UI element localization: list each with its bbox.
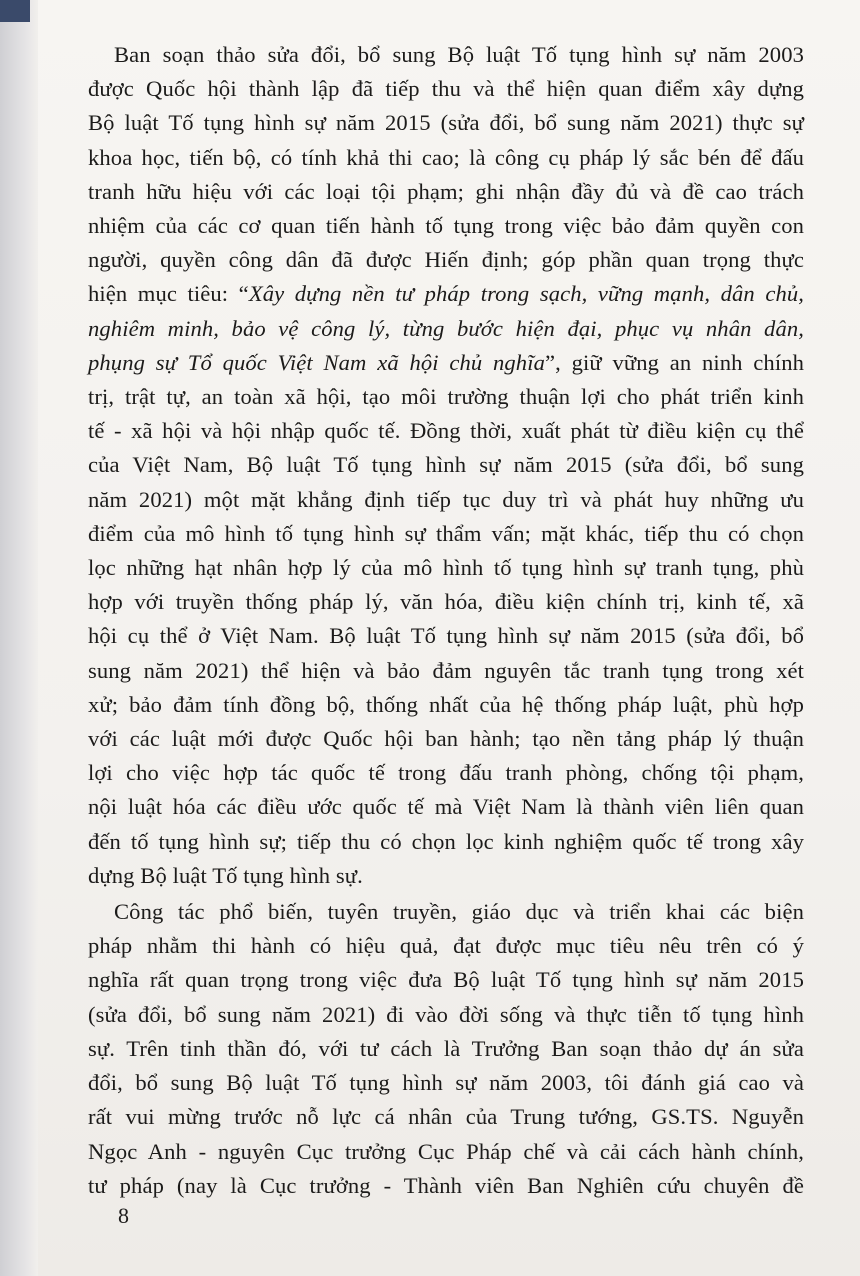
text-line: lọc những hạt nhân hợp lý của mô hình tố tụng hình sự tranh tụng, phù [88,555,804,581]
page-number: 8 [118,1203,129,1228]
text-line: đổi, bổ sung Bộ luật Tố tụng hình sự năm 2003, tôi đánh giá cao và [88,1070,804,1096]
text-line: rất vui mừng trước nỗ lực cá nhân của Trung tướng, GS.TS. Nguyễn [88,1104,804,1130]
text-line: Ban soạn thảo sửa đổi, bổ sung Bộ luật Tố tụng hình sự năm 2003 [114,42,804,67]
text-line: của Việt Nam, Bộ luật Tố tụng hình sự năm 2015 (sửa đổi, bổ sung [88,452,804,478]
text-line: sự. Trên tinh thần đó, với tư cách là Trưởng Ban soạn thảo dự án sửa [88,1035,804,1061]
text-line: nhiệm của các cơ quan tiến hành tố tụng trong việc bảo đảm quyền con [88,213,804,239]
text-fragment: hiện mục tiêu: “ [88,281,249,307]
text-line: xử; bảo đảm tính đồng bộ, thống nhất của hệ thống pháp luật, phù hợp [88,691,804,717]
book-spine-edge [0,0,38,1276]
text-line: Công tác phổ biến, tuyên truyền, giáo dục và triển khai các biện [114,899,804,925]
text-line: tư pháp (nay là Cục trưởng - Thành viên Ban Nghiên cứu chuyên đề [88,1172,804,1198]
text-line [88,312,804,346]
text-fragment: ”, giữ vững an ninh chính [544,349,804,375]
text-line: (sửa đổi, bổ sung năm 2021) đi vào đời sống và thực tiễn tố tụng hình [88,1001,804,1027]
text-line: trị, trật tự, an toàn xã hội, tạo môi trường thuận lợi cho phát triển kinh [88,384,804,410]
quote-text: phụng sự Tổ quốc Việt Nam xã hội chủ nghĩa [88,349,545,375]
text-line: đến tố tụng hình sự; tiếp thu có chọn lọc kinh nghiệm quốc tế trong xây [88,828,804,854]
text-line: người, quyền công dân đã được Hiến định; góp phần quan trọng thực [88,247,804,273]
text-line: Bộ luật Tố tụng hình sự năm 2015 (sửa đổi, bổ sung năm 2021) thực sự [88,110,804,136]
text-line: sung năm 2021) thể hiện và bảo đảm nguyên tắc tranh tụng trong xét [88,657,804,683]
text-line: tế - xã hội và hội nhập quốc tế. Đồng thời, xuất phát từ điều kiện cụ thể [88,418,804,444]
text-line: với các luật mới được Quốc hội ban hành; tạo nền tảng pháp lý thuận [88,726,804,752]
quote-text: Xây dựng nền tư pháp trong sạch, vững mạnh, dân chủ, [248,281,804,307]
paragraph-1 [88,38,804,893]
text-line: khoa học, tiến bộ, có tính khả thi cao; là công cụ pháp lý sắc bén để đấu [88,144,804,170]
text-line: điểm của mô hình tố tụng hình sự thẩm vấn; mặt khác, tiếp thu có chọn [88,520,804,546]
text-line: tranh hữu hiệu với các loại tội phạm; ghi nhận đầy đủ và đề cao trách [88,178,804,204]
cover-edge [0,0,30,22]
text-line: nghĩa rất quan trọng trong việc đưa Bộ luật Tố tụng hình sự năm 2015 [88,967,804,993]
text-line: Ngọc Anh - nguyên Cục trưởng Cục Pháp chế và cải cách hành chính, [88,1138,804,1164]
text-line: được Quốc hội thành lập đã tiếp thu và thể hiện quan điểm xây dựng [88,76,804,102]
text-line: nội luật hóa các điều ước quốc tế mà Việt Nam là thành viên liên quan [88,794,804,820]
text-line [88,277,804,311]
text-line: pháp nhằm thi hành có hiệu quả, đạt được mục tiêu nêu trên có ý [88,933,804,959]
text-line: dựng Bộ luật Tố tụng hình sự. [88,862,363,888]
text-line: lợi cho việc hợp tác quốc tế trong đấu tranh phòng, chống tội phạm, [88,760,804,786]
page-body [88,38,804,1203]
paragraph-2 [88,895,804,1203]
text-line: hợp với truyền thống pháp lý, văn hóa, điều kiện chính trị, kinh tế, xã [88,589,804,615]
text-line: năm 2021) một mặt khẳng định tiếp tục duy trì và phát huy những ưu [88,486,804,512]
quote-text: nghiêm minh, bảo vệ công lý, từng bước hiện đại, phục vụ nhân dân, [88,315,804,341]
text-line: hội cụ thể ở Việt Nam. Bộ luật Tố tụng hình sự năm 2015 (sửa đổi, bổ [88,623,804,649]
text-line [88,346,804,380]
